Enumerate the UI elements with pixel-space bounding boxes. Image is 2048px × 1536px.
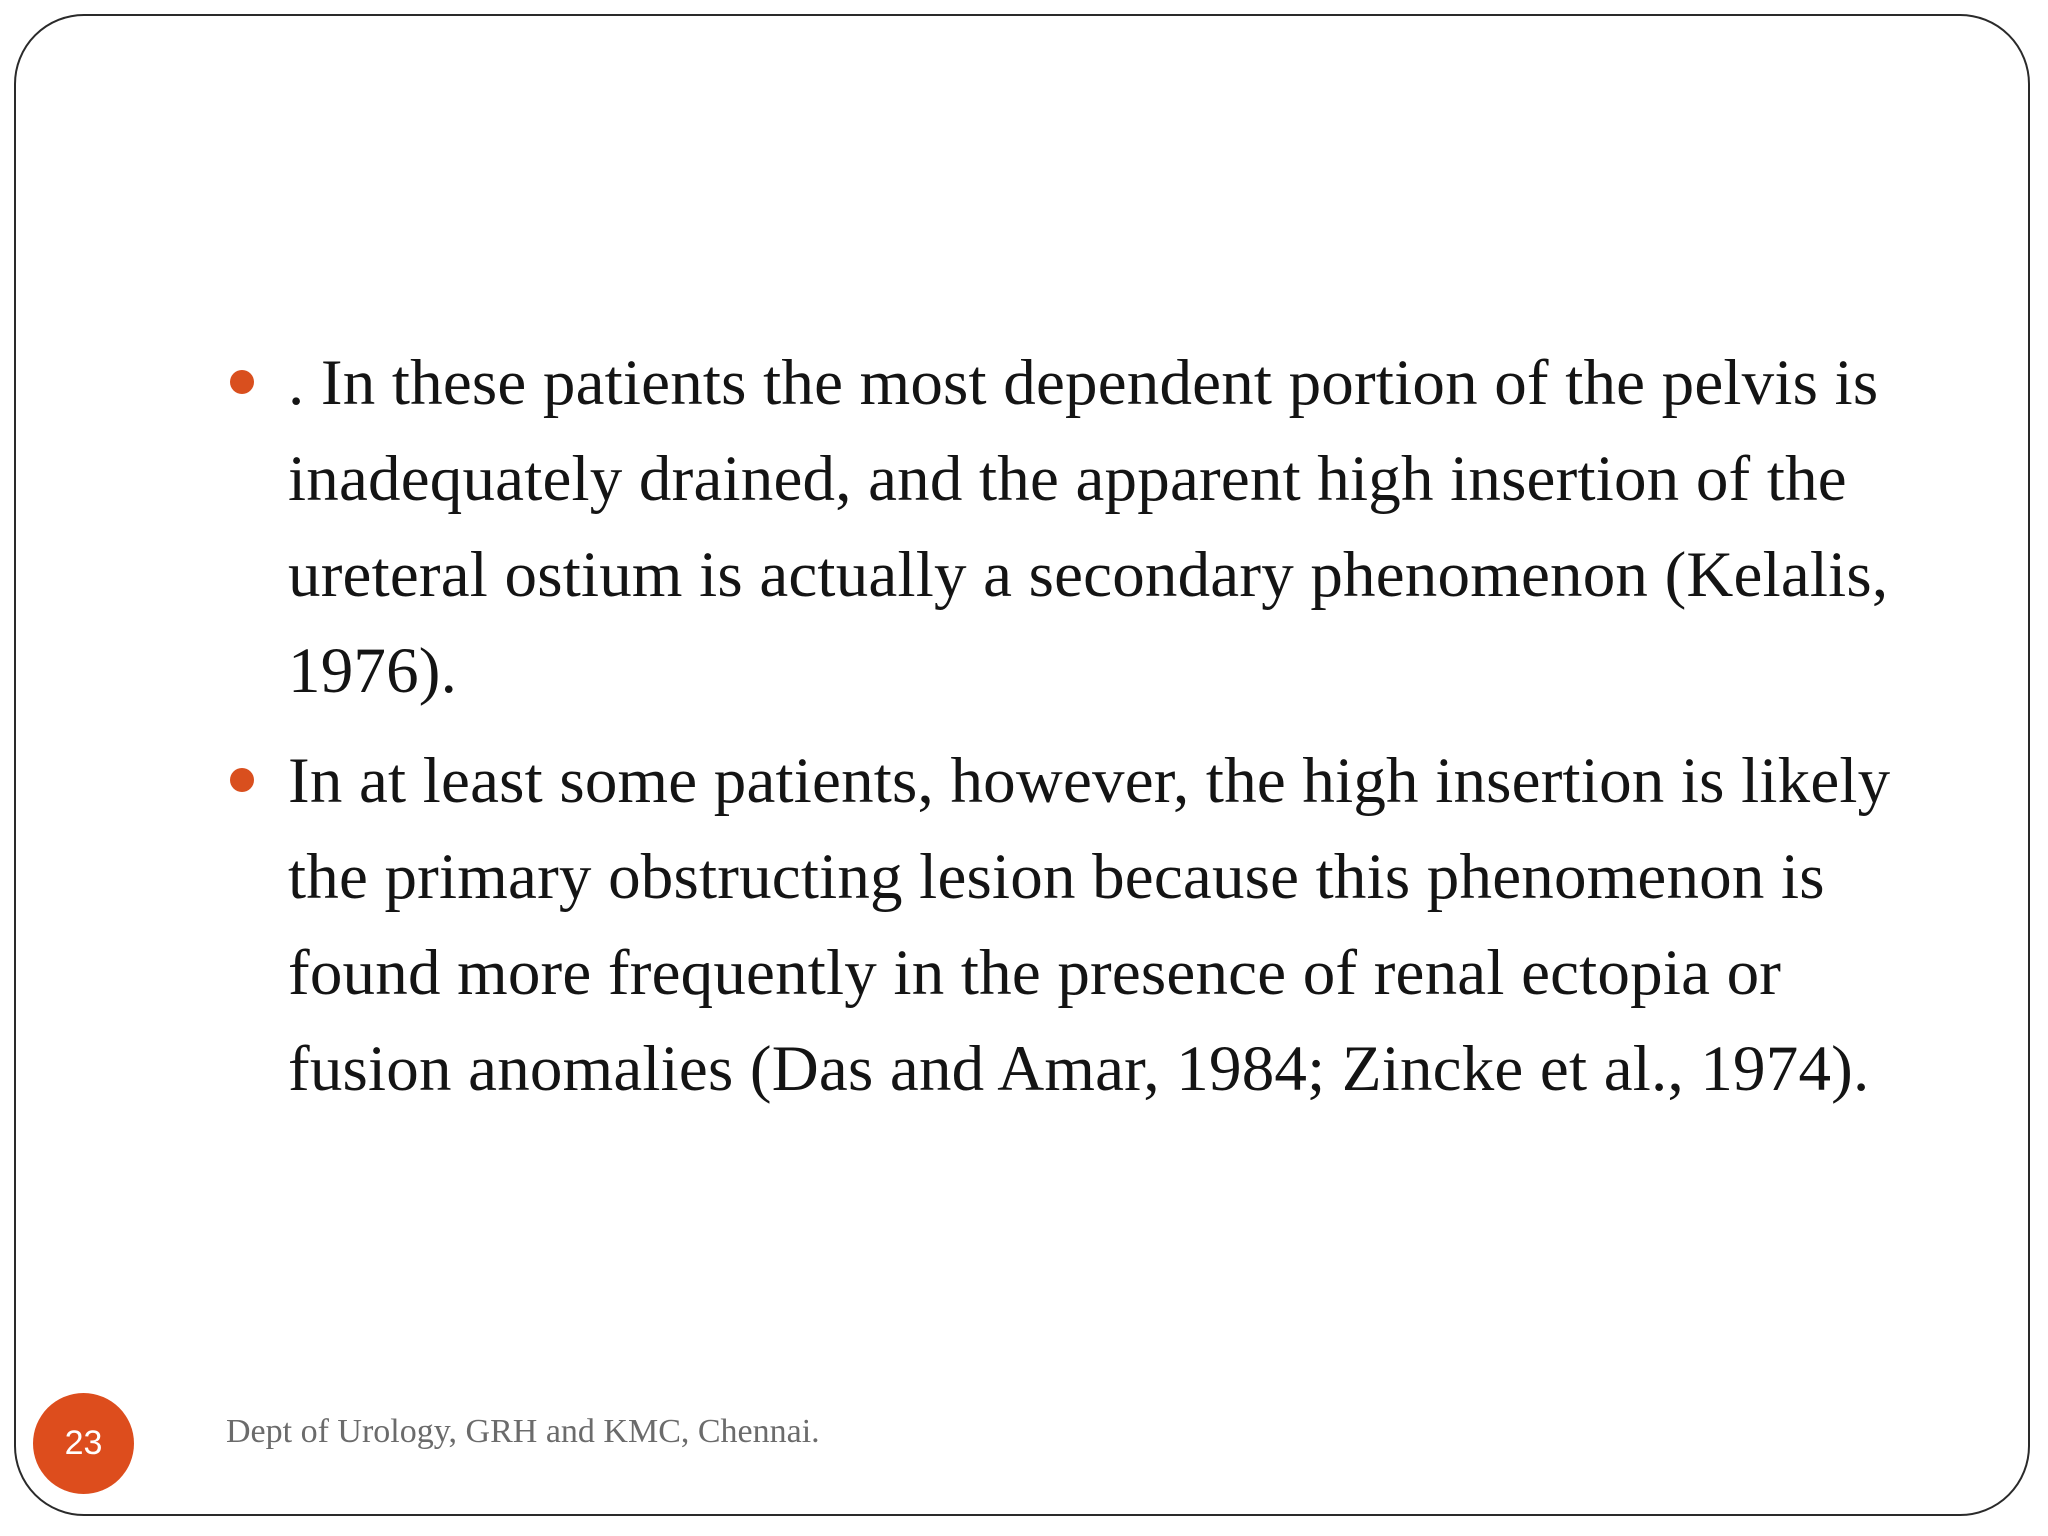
bullet-item-1 [222,335,1952,719]
slide-content [222,335,1952,1131]
page-number-badge [33,1393,134,1494]
bullet-text: In at least some patients, however, the high insertion is likely the primary obstructing lesion because this phenomenon is found more frequently in the presence of renal ectopia or fusion anomalies (Das and Amar, 1984; Zincke et al., 1974). [288,745,1891,1105]
bullet-dot-icon [230,370,254,394]
bullet-dot-icon [230,768,254,792]
bullet-text: . In these patients the most dependent portion of the pelvis is inadequately drained, and the apparent high insertion of the ureteral ostium is actually a secondary phenomenon (Kelalis, 1976). [288,347,1889,707]
footer-text: Dept of Urology, GRH and KMC, Chennai. [226,1413,820,1450]
page-number: 23 [64,1424,103,1462]
bullet-item-2 [222,733,1952,1117]
